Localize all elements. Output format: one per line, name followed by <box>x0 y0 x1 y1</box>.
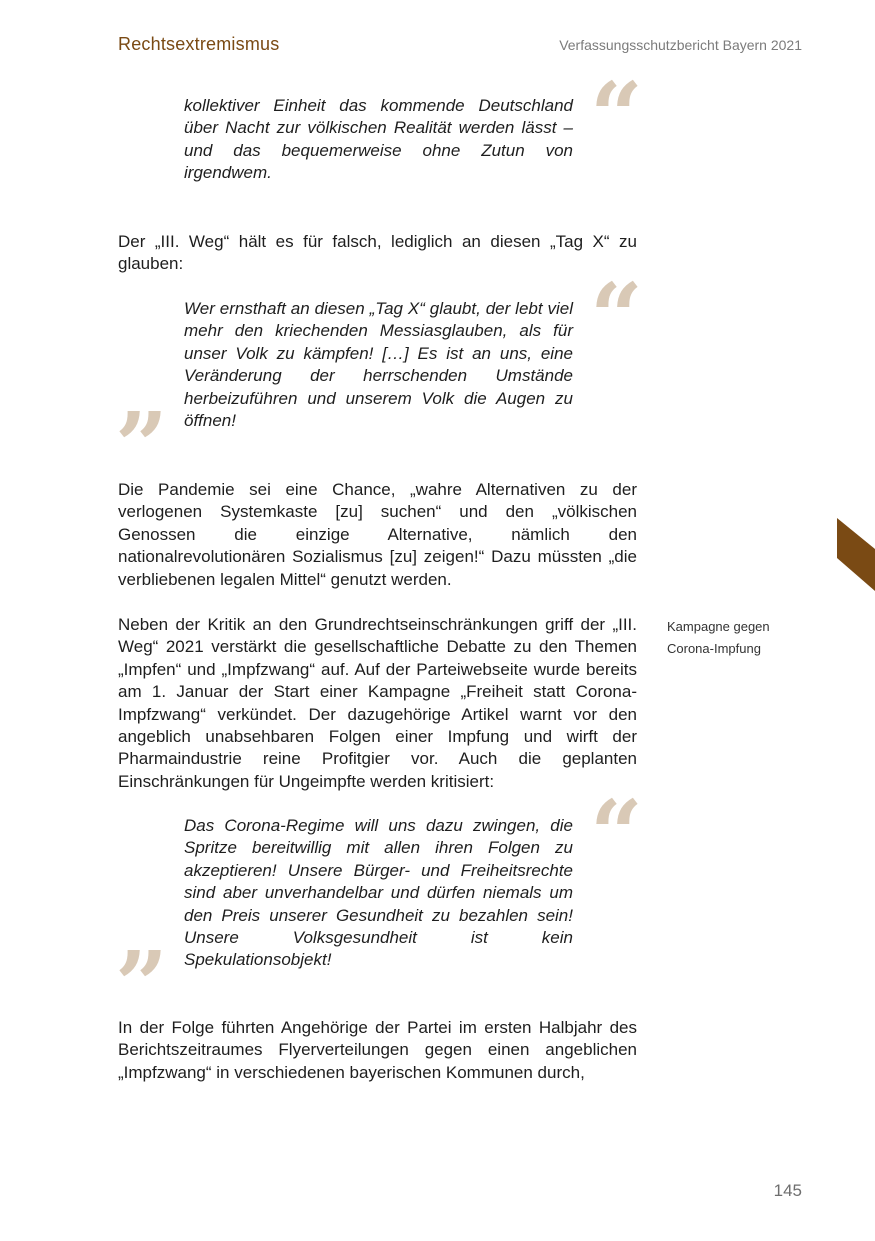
open-quote-mark: “ <box>590 62 643 170</box>
chapter-tab-marker <box>837 518 875 591</box>
quote-block: Das Corona-Regime will uns dazu zwingen, die Spritze bereitwillig mit allen ihren Folgen zu akzeptieren! Unsere Bürger- und Freiheitsrechte sind aber unverhandelbar und dürfen niemals um den Preis unserer Gesundheit zu bezahlen sein! Unsere Volksgesundheit ist kein Spekulationsobjekt! <box>184 816 573 970</box>
section-title: Rechtsextremismus <box>118 34 280 54</box>
body-paragraph: Der „III. Weg“ hält es für falsch, lediglich an diesen „Tag X“ zu glauben: <box>118 232 637 274</box>
open-quote-mark: “ <box>590 780 643 888</box>
report-title: Verfassungsschutzbericht Bayern 2021 <box>559 37 802 53</box>
close-quote-mark: ” <box>115 931 168 1039</box>
open-quote-mark: “ <box>590 263 643 371</box>
quote-block: kollektiver Einheit das kommende Deutschland über Nacht zur völkischen Realität werden lässt – und das bequemerweise ohne Zutun von irgendwem. <box>184 96 573 183</box>
margin-note: Kampagne gegen Corona-Impfung <box>667 619 770 656</box>
close-quote-mark: ” <box>115 392 168 500</box>
quote-block: Wer ernsthaft an diesen „Tag X“ glaubt, der lebt viel mehr den kriechenden Messiasglauben, als für unser Volk zu kämpfen! […] Es ist an uns, eine Veränderung der herrschenden Umstände herbeizuführen und unserem Volk die Augen zu öffnen! <box>184 299 573 431</box>
page-number: 145 <box>773 1181 802 1200</box>
body-paragraph: Die Pandemie sei eine Chance, „wahre Alternativen zu der verlogenen Systemkaste [zu] suchen“ und den „völkischen Genossen die einzige Alternative, nämlich den nationalrevolutionären Sozialismus [zu] zeigen!“ Dazu müssten „die verbliebenen legalen Mittel“ genutzt werden. <box>118 480 637 589</box>
body-paragraph: In der Folge führten Angehörige der Partei im ersten Halbjahr des Berichtszeitraumes Flyerverteilungen gegen einen angeblichen „Impfzwang“ in verschiedenen bayerischen Kommunen durch, <box>118 1018 637 1082</box>
body-paragraph: Neben der Kritik an den Grundrechtseinschränkungen griff der „III. Weg“ 2021 verstärkt die gesellschaftliche Debatte zu den Themen „Impfen“ und „Impfzwang“ auf. Auf der Parteiwebseite wurde bereits am 1. Januar der Start einer Kampagne „Freiheit statt Corona-Impfzwang“ verkündet. Der dazugehörige Artikel warnt vor den angeblich unabsehbaren Folgen einer Impfung und wirft der Pharmaindustrie reine Profitgier vor. Auch die geplanten Einschränkungen für Ungeimpfte werden kritisiert: <box>118 615 637 791</box>
